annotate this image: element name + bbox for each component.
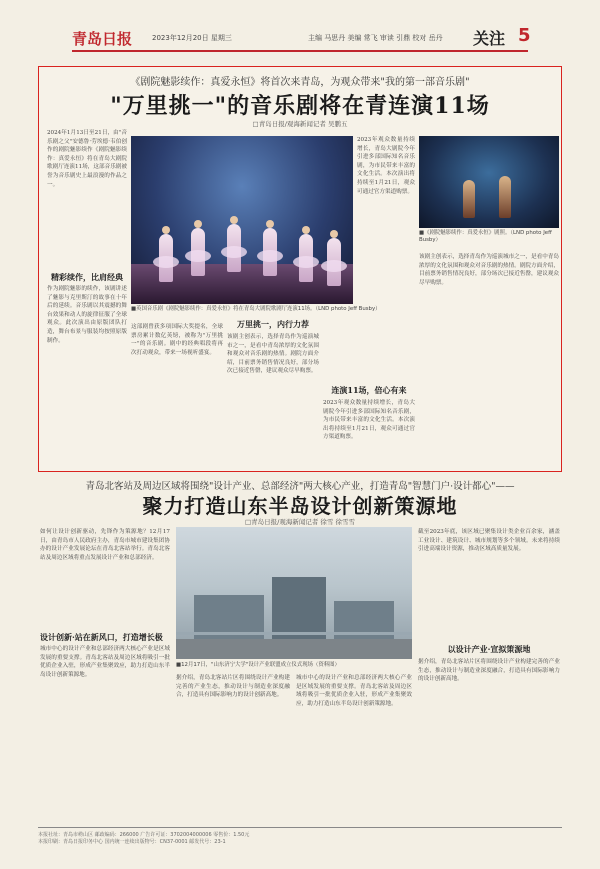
article-headline: 聚力打造山东半岛设计创新策源地 xyxy=(142,494,458,518)
article-subheading: 万里挑一，内行力荐 xyxy=(237,319,309,329)
article-column: 城市中心的设计产业和总部经济两大核心产业是区域发展的重要支撑。青岛北客站及周边区域将吸引一批优质企业入驻，形成产业集聚效应，助力打造山东半岛设计创新策源地。 xyxy=(40,646,170,678)
article-subheading: 以设计产业·宣拟策源地 xyxy=(447,644,531,654)
footer-divider xyxy=(38,827,562,828)
dancer-figure xyxy=(327,238,341,286)
featured-article-box xyxy=(38,66,562,472)
article-byline: □青岛日报/观海新闻记者 徐雪 徐雪雪 xyxy=(245,518,355,526)
article-column: 如何让设计创新驱动，先锋作为策源地？12月17日，由青岛市人民政府主办，青岛市城市建设集团协办的设计产业发展论坛在青岛北客站举行。青岛北客站及周边区域将重点发展设计产业和总部经济。 xyxy=(40,529,170,561)
article-subheading: 连演11场，倍心有来 xyxy=(331,385,407,395)
article-subheading: 设计创新·站在新风口，打造增长极 xyxy=(40,632,163,642)
article-column: 该剧主创表示，选择青岛作为巡演城市之一，是看中青岛浓厚的文化氛围和观众对音乐剧的热情。剧院方面介绍，目前票务销售情况良好，部分场次已接近售罄，建议观众尽早购票。 xyxy=(419,254,559,286)
dancer-figure xyxy=(299,234,313,282)
masthead-divider xyxy=(72,50,528,52)
photo-caption: ■英国音乐剧《剧院魅影续作：真爱永恒》将在青岛大剧院歌剧厅连演11场。（LND photo Jeff Busby） xyxy=(131,306,381,312)
photo-caption: ■12月17日，"山东济宁大学"设计产业联盟成立仪式现场（资料图） xyxy=(176,662,340,668)
musical-stage-photo xyxy=(131,136,353,304)
article-kicker: 《剧院魅影续作：真爱永恒》将首次来青岛，为观众带来"我的第一部音乐剧" xyxy=(130,77,470,88)
footer-line: 本报社址：青岛市崂山区 邮政编码：266000 广告许可证：3702004000006 零售价：1.50元 xyxy=(38,832,250,838)
article-column: 2023年观众数量持续增长，青岛大剧院今年引进多部国际知名音乐剧，为市民带来丰富的文化生活。本次演出将持续至1月21日，观众可通过官方渠道购票。 xyxy=(357,137,415,195)
footer xyxy=(38,832,562,846)
article-headline: "万里挑一"的音乐剧将在青连演11场 xyxy=(110,93,490,119)
article-column: 截至2023年底，该区域已聚集设计类企业百余家，涵盖工业设计、建筑设计、城市规划等多个领域。未来将持续引进高端设计资源，推动区域高质量发展。 xyxy=(418,529,560,553)
page-number: 5 xyxy=(518,25,531,46)
article-column: 2023年观众数量持续增长，青岛大剧院今年引进多部国际知名音乐剧，为市民带来丰富的文化生活。本次演出将持续至1月21日，观众可通过官方渠道购票。 xyxy=(323,400,415,441)
section-title: 关注 xyxy=(473,29,506,48)
musical-side-photo xyxy=(419,136,559,228)
dancer-figure xyxy=(191,228,205,276)
article-column: 这部剧曾获多项国际大奖提名，全球票房累计数亿英镑，被称为"万里挑一"的音乐剧。剧中的经典唱段将再次打动观众，带来一场视听盛宴。 xyxy=(131,324,223,356)
footer-line: 本报印刷：青岛日报印务中心 国内统一连续出版物号：CN37-0001 邮发代号：23-1 xyxy=(38,839,226,845)
article-column: 该剧主创表示，选择青岛作为巡演城市之一，是看中青岛浓厚的文化氛围和观众对音乐剧的热情。剧院方面介绍，目前票务销售情况良好，部分场次已接近售罄，建议观众尽早购票。 xyxy=(227,334,319,375)
article-column: 据介绍，青岛北客站片区将围绕设计产业构建完善的产业生态，推动设计与制造业深度融合，打造具有国际影响力的设计创新高地。 xyxy=(176,675,290,699)
ground-plaza xyxy=(176,639,412,659)
article-byline: □青岛日报/观海新闻记者 吴鹏五 xyxy=(252,120,348,128)
dancer-figure xyxy=(263,228,277,276)
dancer-figure xyxy=(159,234,173,282)
article-column: 城市中心的设计产业和总部经济两大核心产业是区域发展的重要支撑。青岛北客站及周边区域将吸引一批优质企业入驻，形成产业集聚效应，助力打造山东半岛设计创新策源地。 xyxy=(296,675,412,707)
article-column: 2024年1月13日至21日，由"音乐剧之父"安德鲁·劳埃德·韦伯创作的剧院魅影续作《剧院魅影续作：真爱永恒》将在青岛大剧院歌剧厅连演11场，这部音乐剧被誉为音乐剧史上最浪漫的作品之一。 xyxy=(47,130,127,188)
editor-credits: 主编 马思丹 美编 常飞 审读 引鼎 校对 岳丹 xyxy=(308,34,443,42)
dancer-figure xyxy=(227,224,241,272)
photo-caption: ■《剧院魅影续作：真爱永恒》剧照。（LND photo Jeff Busby） xyxy=(419,230,552,243)
building-roofline xyxy=(176,632,412,635)
article-kicker: 青岛北客站及周边区域将围绕"设计产业、总部经济"两大核心产业，打造青岛"智慧门户·设计都心"—— xyxy=(85,481,515,492)
article-subheading: 精彩续作，比肩经典 xyxy=(51,272,123,282)
design-center-photo xyxy=(176,527,412,659)
article-column: 作为剧院魅影的续作，该剧讲述了魅影与克里斯汀的故事在十年后的延续。音乐剧以其震撼的舞台效果和动人的旋律征服了全球观众。此次演出由原版团队打造，舞台布景与服装均按照原版制作。 xyxy=(47,286,127,344)
newspaper-logo: 青岛日报 xyxy=(72,30,133,48)
masthead xyxy=(0,0,600,56)
actor-figure xyxy=(463,180,475,218)
publication-date: 2023年12月20日 星期三 xyxy=(152,34,232,42)
article-column: 据介绍，青岛北客站片区将围绕设计产业构建完善的产业生态，推动设计与制造业深度融合，打造具有国际影响力的设计创新高地。 xyxy=(418,659,560,683)
actor-figure xyxy=(499,176,511,218)
